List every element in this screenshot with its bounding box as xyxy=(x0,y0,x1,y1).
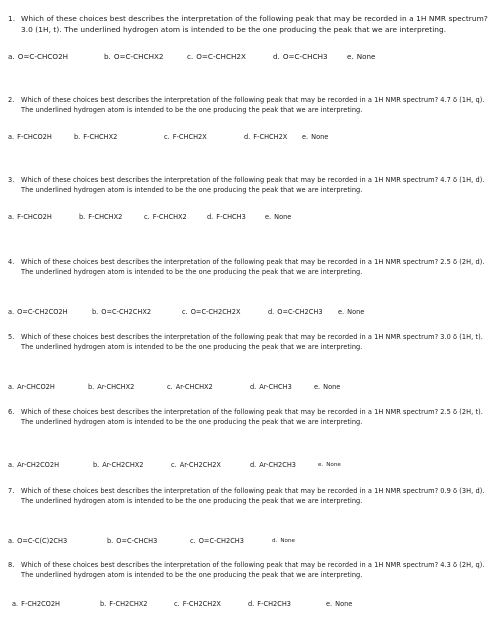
choice-b[interactable] xyxy=(107,536,157,546)
choice-text: None xyxy=(335,600,353,608)
question-stem xyxy=(8,257,492,278)
stem-text: Which of these choices best describes the interpretation of the following peak that may be recorded in a 1H NMR spectrum? 4.7 δ (1H, d). The underlined hydrogen atom is intended to be the one producing the peak that we are interpreting. xyxy=(21,176,485,195)
choice-a[interactable] xyxy=(8,212,52,222)
choice-d[interactable] xyxy=(268,307,323,317)
question-4 xyxy=(8,257,492,316)
choice-letter: d. xyxy=(250,461,257,469)
question-number: 4. xyxy=(8,258,15,266)
choice-text: O=C-C(C)2CH3 xyxy=(17,537,68,545)
choice-letter: a. xyxy=(12,600,19,608)
choice-text: None xyxy=(356,52,376,61)
choice-letter: c. xyxy=(167,383,173,391)
choice-d[interactable] xyxy=(248,599,291,609)
choice-letter: b. xyxy=(88,383,95,391)
choice-b[interactable] xyxy=(104,52,164,62)
choice-c[interactable] xyxy=(164,132,207,142)
choice-letter: d. xyxy=(207,213,214,221)
stem-text: Which of these choices best describes the interpretation of the following peak that may be recorded in a 1H NMR spectrum? 2.5 δ (2H, t). The underlined hydrogen atom is intended to be the one producing the peak that we are interpreting. xyxy=(21,408,483,427)
choice-text: F-CH2CO2H xyxy=(21,600,61,608)
choice-text: Ar-CHCH3 xyxy=(259,383,292,391)
choice-letter: a. xyxy=(8,461,15,469)
choice-letter: e. xyxy=(302,133,309,141)
choice-letter: e. xyxy=(338,308,345,316)
choice-letter: c. xyxy=(164,133,170,141)
question-number: 8. xyxy=(8,561,15,569)
choice-e[interactable] xyxy=(326,599,352,609)
choice-letter: d. xyxy=(273,52,280,61)
choice-b[interactable] xyxy=(100,599,148,609)
choice-a[interactable] xyxy=(8,536,67,546)
choice-d[interactable] xyxy=(273,52,328,62)
choice-text: F-CHCHX2 xyxy=(152,213,187,221)
choice-a[interactable] xyxy=(8,382,55,392)
choice-letter: b. xyxy=(74,133,81,141)
choice-text: F-CHCH2X xyxy=(253,133,288,141)
choice-text: Ar-CH2CH2X xyxy=(179,461,221,469)
choice-text: O=C-CH2CHX2 xyxy=(101,308,152,316)
choice-text: Ar-CHCHX2 xyxy=(175,383,213,391)
choice-text: None xyxy=(280,538,295,544)
choice-text: None xyxy=(323,383,341,391)
stem-text: Which of these choices best describes the interpretation of the following peak that may be recorded in a 1H NMR spectrum? 4.3 δ (2H, q). The underlined hydrogen atom is intended to be the one producing the peak that we are interpreting. xyxy=(21,561,485,580)
choice-d[interactable] xyxy=(250,460,296,470)
stem-text: Which of these choices best describes the interpretation of the following peak that may be recorded in a 1H NMR spectrum? 3.0 δ (1H, t). The underlined hydrogen atom is intended to be the one producing the peak that we are interpreting. xyxy=(21,333,483,352)
choice-a[interactable] xyxy=(8,132,52,142)
choice-text: F-CHCH3 xyxy=(216,213,246,221)
question-stem xyxy=(8,13,492,36)
choice-a[interactable] xyxy=(8,52,68,62)
choice-text: F-CH2CHX2 xyxy=(109,600,148,608)
question-8 xyxy=(8,560,492,608)
choice-letter: b. xyxy=(92,308,99,316)
choice-letter: a. xyxy=(8,213,15,221)
choice-c[interactable] xyxy=(167,382,213,392)
choice-c[interactable] xyxy=(174,599,221,609)
choice-text: O=C-CHCHX2 xyxy=(113,52,164,61)
choice-text: Ar-CHCO2H xyxy=(17,383,55,391)
choice-text: None xyxy=(274,213,292,221)
question-number: 7. xyxy=(8,487,15,495)
choice-a[interactable] xyxy=(8,460,59,470)
choice-e[interactable] xyxy=(314,382,340,392)
choice-letter: e. xyxy=(318,462,324,468)
choice-text: O=C-CHCO2H xyxy=(17,52,69,61)
choice-text: Ar-CH2CH3 xyxy=(259,461,296,469)
stem-text: Which of these choices best describes the interpretation of the following peak that may be recorded in a 1H NMR spectrum? 0.9 δ (3H, d). The underlined hydrogen atom is intended to be the one producing the peak that we are interpreting. xyxy=(21,487,485,506)
choice-letter: b. xyxy=(107,537,114,545)
question-stem xyxy=(8,407,492,428)
choice-text: O=C-CH2CH2X xyxy=(190,308,241,316)
question-stem xyxy=(8,332,492,353)
choice-letter: c. xyxy=(174,600,180,608)
stem-text: Which of these choices best describes the interpretation of the following peak that may be recorded in a 1H NMR spectrum? 3.0 (1H, t). The underlined hydrogen atom is intended to be the one producing the peak that we are interpreting. xyxy=(21,14,488,35)
choice-text: F-CHCH2X xyxy=(172,133,207,141)
choice-e[interactable] xyxy=(302,132,328,142)
question-number: 5. xyxy=(8,333,15,341)
choice-text: O=C-CH2CH3 xyxy=(277,308,323,316)
question-6 xyxy=(8,407,492,469)
question-stem xyxy=(8,175,492,196)
choice-c[interactable] xyxy=(190,536,244,546)
question-number: 6. xyxy=(8,408,15,416)
choice-letter: e. xyxy=(314,383,321,391)
choice-text: O=C-CH2CH3 xyxy=(198,537,244,545)
question-2 xyxy=(8,95,492,141)
choice-text: None xyxy=(347,308,365,316)
choice-e[interactable] xyxy=(338,307,364,317)
choice-c[interactable] xyxy=(187,52,246,62)
choice-e[interactable] xyxy=(347,52,375,62)
choice-text: O=C-CHCH2X xyxy=(196,52,246,61)
stem-text: Which of these choices best describes the interpretation of the following peak that may be recorded in a 1H NMR spectrum? 2.5 δ (2H, d). The underlined hydrogen atom is intended to be the one producing the peak that we are interpreting. xyxy=(21,258,485,277)
choice-letter: a. xyxy=(8,537,15,545)
choice-letter: a. xyxy=(8,133,15,141)
choice-b[interactable] xyxy=(92,307,151,317)
choice-letter: a. xyxy=(8,308,15,316)
question-3 xyxy=(8,175,492,221)
choice-b[interactable] xyxy=(88,382,134,392)
question-stem xyxy=(8,486,492,507)
choice-letter: d. xyxy=(244,133,251,141)
question-stem xyxy=(8,560,492,581)
choice-c[interactable] xyxy=(182,307,240,317)
question-stem xyxy=(8,95,492,116)
question-number: 3. xyxy=(8,176,15,184)
choice-text: O=C-CH2CO2H xyxy=(17,308,68,316)
choice-letter: d. xyxy=(250,383,257,391)
choice-b[interactable] xyxy=(79,212,122,222)
question-7 xyxy=(8,486,492,545)
choice-a[interactable] xyxy=(8,307,68,317)
choice-text: F-CHCHX2 xyxy=(83,133,118,141)
choice-letter: c. xyxy=(171,461,177,469)
choice-text: Ar-CH2CHX2 xyxy=(102,461,144,469)
choice-b[interactable] xyxy=(74,132,117,142)
choice-letter: e. xyxy=(347,52,354,61)
choice-text: Ar-CH2CO2H xyxy=(17,461,60,469)
choice-e[interactable] xyxy=(318,460,341,470)
choice-letter: e. xyxy=(326,600,333,608)
question-1 xyxy=(8,13,492,61)
choice-letter: b. xyxy=(104,52,111,61)
choice-e[interactable] xyxy=(265,212,291,222)
choice-letter: d. xyxy=(268,308,275,316)
choice-d[interactable] xyxy=(244,132,287,142)
choice-text: F-CHCHX2 xyxy=(88,213,123,221)
choice-letter: d. xyxy=(272,538,278,544)
choice-text: None xyxy=(326,462,341,468)
question-number: 2. xyxy=(8,96,15,104)
choice-d[interactable] xyxy=(272,536,295,546)
choice-letter: e. xyxy=(265,213,272,221)
question-5 xyxy=(8,332,492,391)
choice-text: None xyxy=(311,133,329,141)
choice-b[interactable] xyxy=(93,460,144,470)
choice-letter: c. xyxy=(144,213,150,221)
choice-letter: b. xyxy=(79,213,86,221)
choice-a[interactable] xyxy=(12,599,60,609)
choice-text: F-CH2CH3 xyxy=(257,600,291,608)
choice-text: Ar-CHCHX2 xyxy=(97,383,135,391)
choice-letter: b. xyxy=(100,600,107,608)
choice-letter: c. xyxy=(190,537,196,545)
choice-letter: b. xyxy=(93,461,100,469)
choice-d[interactable] xyxy=(250,382,292,392)
choice-letter: a. xyxy=(8,52,15,61)
choice-letter: c. xyxy=(182,308,188,316)
choice-text: O=C-CHCH3 xyxy=(282,52,328,61)
choice-text: F-CH2CH2X xyxy=(182,600,221,608)
choice-text: O=C-CHCH3 xyxy=(116,537,158,545)
choice-letter: a. xyxy=(8,383,15,391)
choice-d[interactable] xyxy=(207,212,246,222)
choice-text: F-CHCO2H xyxy=(17,133,52,141)
choice-text: F-CHCO2H xyxy=(17,213,52,221)
choice-c[interactable] xyxy=(171,460,221,470)
choice-letter: d. xyxy=(248,600,255,608)
stem-text: Which of these choices best describes the interpretation of the following peak that may be recorded in a 1H NMR spectrum? 4.7 δ (1H, q). The underlined hydrogen atom is intended to be the one producing the peak that we are interpreting. xyxy=(21,96,485,115)
choice-c[interactable] xyxy=(144,212,187,222)
choice-letter: c. xyxy=(187,52,194,61)
question-number: 1. xyxy=(8,14,16,23)
